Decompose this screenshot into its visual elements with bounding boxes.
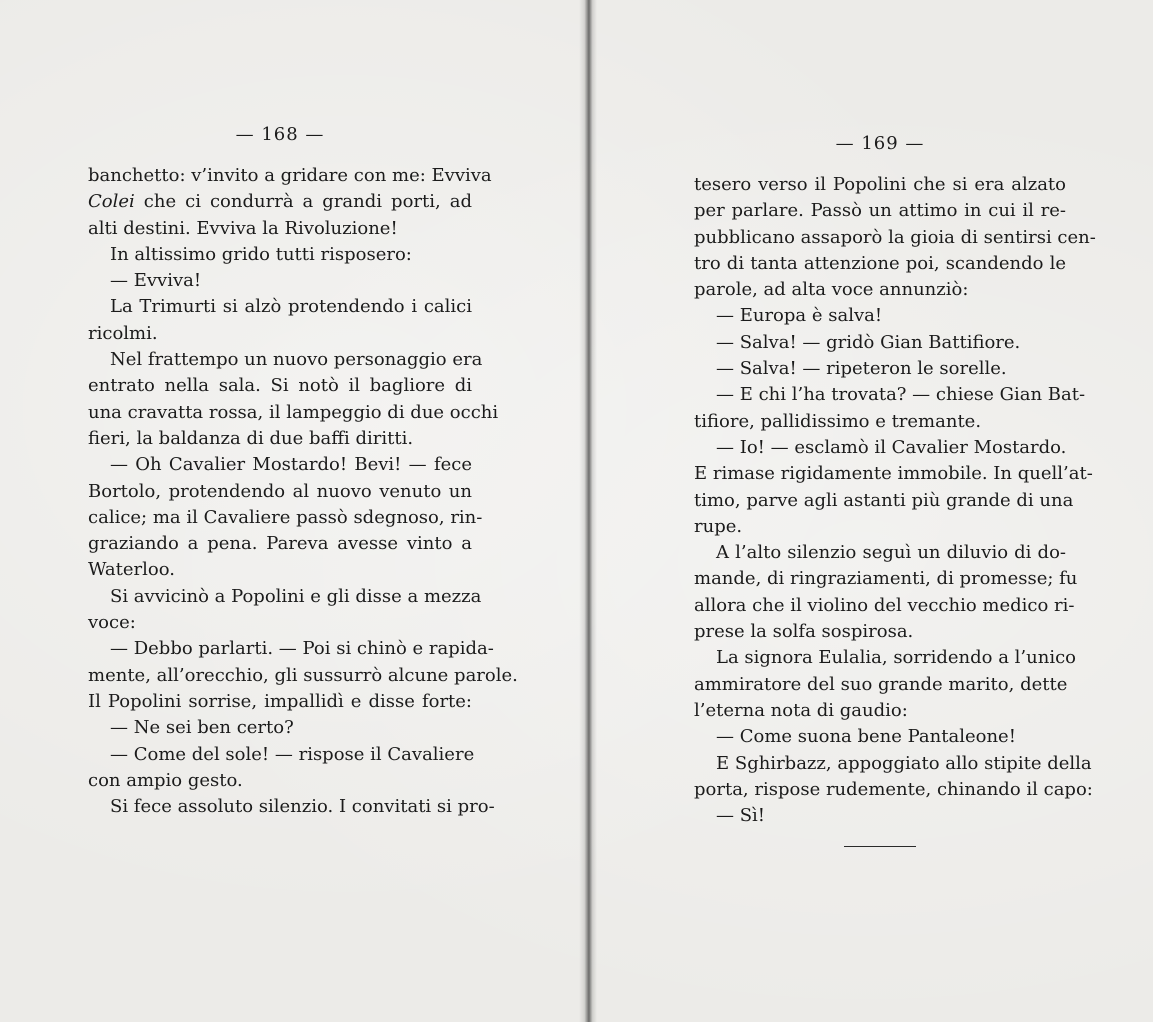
text-line: graziando a pena. Pareva avesse vinto a bbox=[88, 533, 472, 555]
text-line: l’eterna nota di gaudio: bbox=[694, 699, 908, 721]
text-line: tesero verso il Popolini che si era alzato bbox=[694, 174, 1066, 195]
text-line: Si avvicinò a Popolini e gli disse a mezza bbox=[110, 585, 482, 607]
text-line: timo, parve agli astanti più grande di una bbox=[694, 489, 1074, 511]
text-line: porta, rispose rudemente, chinando il capo: bbox=[694, 778, 1093, 800]
text-line: In altissimo grido tutti risposero: bbox=[110, 243, 412, 265]
text-line: — Evviva! bbox=[110, 270, 202, 292]
page-number-right: — 169 — bbox=[835, 133, 925, 154]
text-line: Nel frattempo un nuovo personaggio era bbox=[110, 349, 483, 371]
text-line: ricolmi. bbox=[88, 322, 158, 344]
text-line: Si fece assoluto silenzio. I convitati si pro- bbox=[110, 796, 495, 818]
text-line: banchetto: v’invito a gridare con me: Evviva bbox=[88, 165, 492, 186]
page-number-left: — 168 — bbox=[235, 124, 325, 145]
text-line: parole, ad alta voce annunziò: bbox=[694, 279, 969, 301]
text-line: Bortolo, protendendo al nuovo venuto un bbox=[88, 480, 472, 502]
text-line: Colei che ci condurrà a grandi porti, ad bbox=[88, 191, 472, 213]
text-line: E Sghirbazz, appoggiato allo stipite della bbox=[716, 752, 1092, 774]
text-line: — Io! — esclamò il Cavalier Mostardo. bbox=[716, 436, 1067, 458]
right-page bbox=[694, 0, 1096, 1022]
text-line: — Oh Cavalier Mostardo! Bevi! — fece bbox=[110, 454, 472, 476]
text-line: — Salva! — ripeteron le sorelle. bbox=[716, 358, 1007, 380]
text-line: tro di tanta attenzione poi, scandendo le bbox=[694, 252, 1066, 274]
text-line: rupe. bbox=[694, 515, 743, 537]
text-line: — E chi l’ha trovata? — chiese Gian Bat- bbox=[716, 384, 1086, 406]
text-line: Waterloo. bbox=[88, 559, 175, 581]
text-line: — Come del sole! — rispose il Cavaliere bbox=[110, 743, 475, 765]
text-line: una cravatta rossa, il lampeggio di due occhi bbox=[88, 401, 499, 423]
text-line: con ampio gesto. bbox=[88, 769, 243, 791]
text-line: calice; ma il Cavaliere passò sdegnoso, rin- bbox=[88, 506, 483, 528]
text-line: tifiore, pallidissimo e tremante. bbox=[694, 410, 982, 432]
text-line: per parlare. Passò un attimo in cui il re- bbox=[694, 200, 1066, 222]
text-line: A l’alto silenzio seguì un diluvio di do- bbox=[716, 542, 1066, 564]
text-line: Il Popolini sorrise, impallidì e disse forte: bbox=[88, 690, 472, 712]
chapter-end-rule bbox=[844, 846, 916, 847]
left-page-text bbox=[88, 163, 518, 820]
text-line: prese la solfa sospirosa. bbox=[694, 621, 914, 643]
text-line: La Trimurti si alzò protendendo i calici bbox=[110, 296, 472, 318]
text-line: allora che il violino del vecchio medico ri- bbox=[694, 594, 1075, 616]
right-page-text bbox=[694, 172, 1096, 829]
text-line: fieri, la baldanza di due baffi diritti. bbox=[88, 427, 414, 449]
text-line: pubblicano assaporò la gioia di sentirsi cen- bbox=[694, 226, 1096, 248]
text-line: voce: bbox=[88, 612, 136, 634]
text-line: — Come suona bene Pantaleone! bbox=[716, 726, 1016, 748]
text-line: — Salva! — gridò Gian Battifiore. bbox=[716, 331, 1021, 353]
text-line: mande, di ringraziamenti, di promesse; fu bbox=[694, 568, 1078, 590]
book-gutter bbox=[579, 0, 597, 1022]
text-line: mente, all’orecchio, gli sussurrò alcune parole. bbox=[88, 664, 518, 686]
text-line: — Ne sei ben certo? bbox=[110, 717, 294, 739]
text-line: — Europa è salva! bbox=[716, 305, 883, 327]
text-line: E rimase rigidamente immobile. In quell’at- bbox=[694, 463, 1093, 485]
left-page bbox=[88, 0, 518, 1022]
text-line: — Sì! bbox=[716, 805, 766, 827]
text-line: La signora Eulalia, sorridendo a l’unico bbox=[716, 647, 1076, 669]
text-line: — Debbo parlarti. — Poi si chinò e rapida- bbox=[110, 638, 494, 660]
text-line: entrato nella sala. Si notò il bagliore di bbox=[88, 375, 472, 397]
text-line: alti destini. Evviva la Rivoluzione! bbox=[88, 217, 398, 239]
text-line: ammiratore del suo grande marito, dette bbox=[694, 673, 1068, 695]
